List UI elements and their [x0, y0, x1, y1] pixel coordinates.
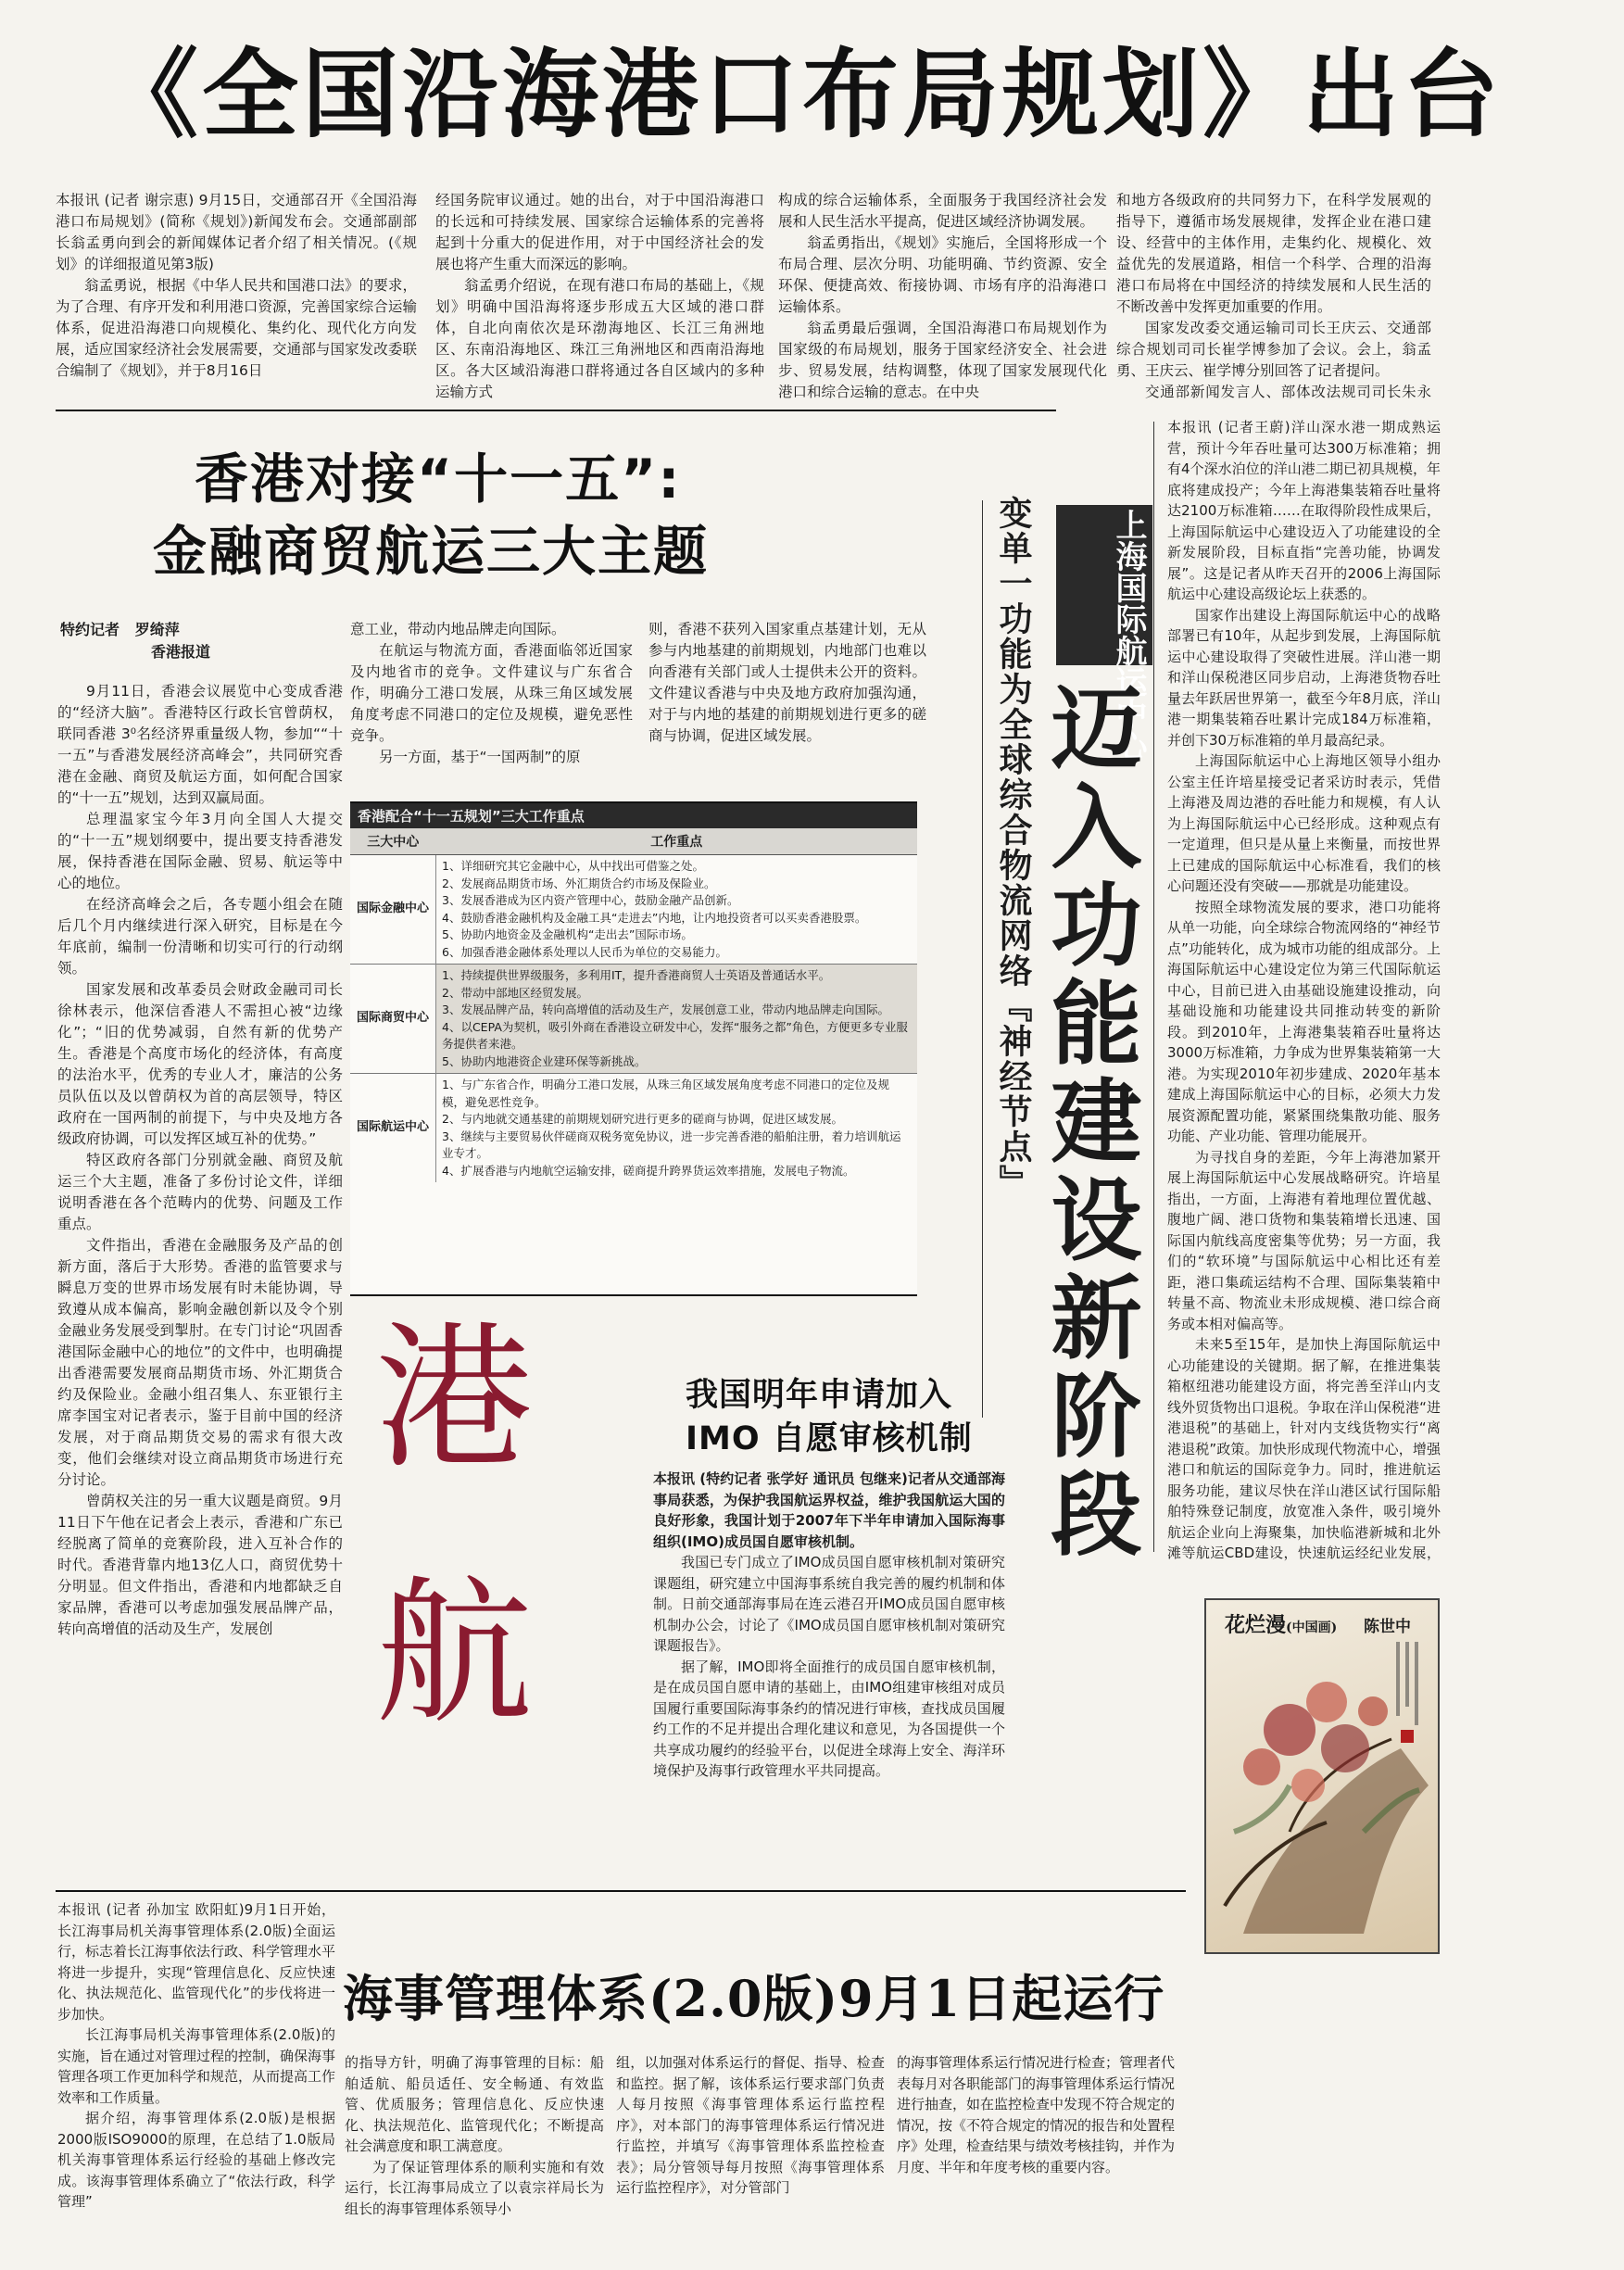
mar-col2-p1: 的指导方针，明确了海事管理的目标：船舶适航、船员适任、安全畅通、有效监管、优质服务；管理信息化、反应快速化、执法规范化、监管现代化；不断提高社会满意度和职工满意度。	[345, 2054, 604, 2154]
hk-col2-p2: 在航运与物流方面，香港面临邻近国家及内地省市的竞争。文件建议与广东省合作，明确分工港口发展，从珠三角区域发展角度考虑不同港口的定位及规模，避免恶性竞争。	[350, 642, 633, 744]
mar-headline: 海事管理体系(2.0版)9月1日起运行	[343, 1969, 1165, 2028]
table-item: 5、协助内地港资企业建环保等新挑战。	[442, 1053, 647, 1068]
hk-table-row-trade	[350, 965, 917, 1074]
hk-col3-p1: 则，香港不获列入国家重点基建计划，无从参与内地基建的前期规划，内地部门也难以向香港有关部门或人士提供未公开的资料。文件建议香港与中央及地方政府加强沟通，对于与内地的基建的前期规划进行更多的磋商与协调，促进区域发展。	[648, 621, 926, 744]
hk-col1-p1: 9月11日，香港会议展览中心变成香港的“经济大脑”。香港特区行政长官曾荫权，联同香港 3⁰名经济界重量级人物，参加““十一五”与香港发展经济高峰会”，共同研究香港在金融、商贸及航运方面，如何配合国家的“十一五”规划，达到双赢局面。	[57, 683, 343, 806]
table-item: 4、鼓励香港金融机构及金融工具“走进去”内地，让内地投资者可以买卖香港股票。	[442, 910, 867, 925]
table-item: 3、继续与主要贸易伙伴磋商双税务宽免协议，进一步完善香港的船舶注册，着力培训航运业专才。	[442, 1129, 901, 1160]
hk-table-row-shipping	[350, 1074, 917, 1183]
hk-byline-role: 特约记者	[60, 621, 120, 638]
hk-col-3	[648, 619, 926, 786]
top-col2-p2: 翁孟勇介绍说，在现有港口布局的基础上，《规划》明确中国沿海将逐步形成五大区域的港口群体，自北向南依次是环渤海地区、长江三角洲地区、东南沿海地区、珠江三角洲地区和西南沿海地区。各大区域沿海港口群将通过各自区域内的多种运输方式	[435, 277, 764, 400]
hk-byline-name: 罗绮萍	[134, 621, 180, 638]
table-item: 1、持续提供世界级服务，多利用IT，提升香港商贸人士英语及普通话水平。	[442, 968, 831, 982]
top-col-3	[778, 190, 1107, 403]
big-char-gang: 港	[375, 1307, 534, 1491]
mar-left-p2: 长江海事局机关海事管理体系(2.0版)的实施，旨在通过对管理过程的控制，确保海事管理各项工作更加科学和规范，从而提高工作效率和工作质量。	[57, 2026, 335, 2106]
top-col3-p1: 构成的综合运输体系，全面服务于我国经济社会发展和人民生活水平提高，促进区域经济协调发展。	[778, 192, 1107, 230]
mar-col-4	[897, 2052, 1175, 2251]
hk-col-1	[57, 681, 343, 1733]
table-item: 1、与广东省合作，明确分工港口发展，从珠三角区域发展角度考虑不同港口的定位及规模，避免恶性竞争。	[442, 1078, 889, 1109]
painting-image	[1204, 1598, 1440, 1954]
mar-col2-p2: 为了保证管理体系的顺利实施和有效运行，长江海事局成立了以袁宗祥局长为组长的海事管理体系领导小	[345, 2158, 604, 2217]
imo-p1: 本报讯 (特约记者 张学好 通讯员 包继来)记者从交通部海事局获悉，为保护我国航运界权益，维护我国航运大国的良好形象，我国计划于2007年下半年申请加入国际海事组织(IMO)成员国自愿审核机制。	[653, 1470, 1005, 1550]
imo-headline-2: IMO 自愿审核机制	[686, 1420, 973, 1457]
sh-p4: 按照全球物流发展的要求，港口功能将从单一功能，向全球综合物流网络的“神经节点”功能转化，成为城市功能的组成部分。上海国际航运中心建设定位为第三代国际航运中心，目前已进入由基础设施建设推动，向基础设施和功能建设共同推动转变的新阶段。到2010年，上海港集装箱吞吐量将达3000万标准箱，力争成为世界集装箱第一大港。为实现2010年初步建成、2020年基本建成上海国际航运中心的目标，必须大力发展资源配置功能，紧紧围绕集散功能、服务功能、产业功能、管理功能展开。	[1167, 898, 1441, 1144]
hk-col2-p3: 另一方面，基于“一国两制”的原	[379, 749, 581, 765]
table-item: 4、扩展香港与内地航空运输安排，磋商提升跨界货运效率措施，发展电子物流。	[442, 1163, 855, 1178]
mar-left-p3: 据介绍，海事管理体系(2.0版)是根据2000版ISO9000的原理，在总结了1.0版局机关海事管理体系运行经验的基础上修改完成。该海事管理体系确立了“依法行政，科学管理”	[57, 2110, 335, 2210]
top-col-1	[56, 190, 417, 403]
hk-table-row-finance	[350, 855, 917, 965]
hk-col2-p1: 意工业，带动内地品牌走向国际。	[350, 621, 566, 637]
imo-p2: 我国已专门成立了IMO成员国自愿审核机制对策研究课题组，研究建立中国海事系统自我完善的履约机制和体制。日前交通部海事局在连云港召开IMO成员国自愿审核机制办公会，讨论了《IMO成员国自愿审核机制对策研究课题报告》。	[653, 1554, 1005, 1654]
hk-table-cat-finance: 国际金融中心	[350, 855, 436, 965]
sh-rule-1	[982, 500, 983, 1418]
hk-col1-p5: 特区政府各部门分别就金融、商贸及航运三个大主题，准备了多份讨论文件，详细说明香港在各个范畴内的优势、问题及工作重点。	[57, 1152, 343, 1232]
hk-table-caption: 香港配合“十一五规划”三大工作重点	[350, 803, 917, 828]
sh-dek: 变单一功能为全球综合物流网络『神经节点』	[994, 496, 1032, 1200]
top-headline: 《全国沿海港口布局规划》出台	[102, 38, 1504, 151]
hk-col1-p2: 总理温家宝今年3月向全国人大提交的“十一五”规划纲要中，提出要支持香港发展，保持香港在国际金融、贸易、航运等中心的地位。	[57, 811, 343, 891]
hk-table	[350, 801, 917, 1296]
table-item: 5、协助内地资金及金融机构“走出去”国际市场。	[442, 927, 693, 941]
painting-title-text: 花烂漫	[1225, 1613, 1287, 1637]
painting-subtitle: (中国画)	[1286, 1621, 1338, 1635]
big-char-hang: 航	[375, 1562, 534, 1746]
hk-headline-2: 金融商贸航运三大主题	[153, 520, 710, 583]
table-item: 2、带动中部地区经贸发展。	[442, 985, 588, 1000]
top-col4-p1: 和地方各级政府的共同努力下，在科学发展观的指导下，遵循市场发展规律，发挥企业在港口建设、经营中的主体作用，走集约化、规模化、效益优先的发展道路，相信一个科学、合理的沿海港口布局将在中国经济的持续发展和人民生活的不断改善中发挥更加重要的作用。	[1116, 192, 1431, 315]
hk-byline	[60, 619, 210, 663]
mar-left-col	[57, 1899, 335, 2251]
bottom-divider	[56, 1890, 1186, 1892]
top-col3-p2: 翁孟勇指出，《规划》实施后，全国将形成一个布局合理、层次分明、功能明确、节约资源、安全环保、便捷高效、衔接协调、市场有序的沿海港口运输体系。	[778, 234, 1107, 315]
top-col4-p2: 国家发改委交通运输司司长王庆云、交通部综合规划司司长崔学博参加了会议。会上，翁孟勇、王庆云、崔学博分别回答了记者提问。	[1116, 320, 1431, 379]
hk-headline-1: 香港对接“十一五”:	[195, 448, 682, 511]
mar-col-3	[616, 2052, 885, 2251]
sh-rule-2	[1153, 422, 1154, 1552]
hk-table-items-finance	[436, 855, 918, 965]
hk-table-header-focus: 工作重点	[436, 828, 918, 855]
sh-headline: 迈入功能建设新阶段	[1036, 681, 1141, 1565]
hk-table-cat-trade: 国际商贸中心	[350, 965, 436, 1074]
top-col1-p2: 翁孟勇说，根据《中华人民共和国港口法》的要求，为了合理、有序开发和利用港口资源，完善国家综合运输体系，促进沿海港口向规模化、集约化、现代化方向发展，适应国家经济社会发展需要，交通部与国家发改委联合编制了《规划》，并于8月16日	[56, 277, 417, 379]
top-col1-p1: 本报讯 (记者 谢宗恵) 9月15日，交通部召开《全国沿海港口布局规划》(简称《规划》)新闻发布会。交通部副部长翁孟勇向到会的新闻媒体记者介绍了相关情况。(《规划》的详细报道见第3版)	[56, 192, 417, 272]
hk-col1-p6: 文件指出，香港在金融服务及产品的创新方面，落后于大形势。香港的监管要求与瞬息万变的世界市场发展有时未能协调，导致遵从成本偏高，影响金融创新以及令个别金融业务发展受到掣肘。在专门讨论“巩固香港国际金融中心的地位”的文件中，也明确提出香港需要发展商品期货市场、外汇期货合约及保险业。金融小组召集人、东亚银行主席李国宝对记者表示，鉴于目前中国的经济发展，对于商品期货交易的需求有很大改变，他们会继续对设立商品期货市场进行充分讨论。	[57, 1237, 343, 1488]
table-item: 2、发展商品期货市场、外汇期货合约市场及保险业。	[442, 876, 716, 890]
table-item: 1、详细研究其它金融中心，从中找出可借鉴之处。	[442, 859, 704, 873]
hk-table-header-row	[350, 828, 917, 855]
sh-p3: 上海国际航运中心上海地区领导小组办公室主任许培星接受记者采访时表示，凭借上海港及周边港的吞吐能力和规模，有人认为上海国际航运中心已经形成。这种观点有一定道理，但只是从量上来衡量，而按世界上已建成的国际航运中心标准看，我们的核心问题还没有突破——那就是功能建设。	[1167, 752, 1441, 894]
mar-col3-p1: 组，以加强对体系运行的督促、指导、检查和监控。据了解，该体系运行要求部门负责人每月按照《海事管理体系运行监控程序》，对本部门的海事管理体系运行情况进行监控，并填写《海事管理体系监控检查表》；局分管领导每月按照《海事管理体系运行监控程序》，对分管部门	[616, 2054, 885, 2196]
sh-p1: 本报讯 (记者王蔚)洋山深水港一期成熟运营，预计今年吞吐量可达300万标准箱；拥有4个深水泊位的洋山港二期已初具规模，年底将建成投产；今年上海港集装箱吞吐量将达2100万标准箱……在取得阶段性成果后，上海国际航运中心建设迈入了功能建设的全新发展阶段，目标直指“完善功能，协调发展”。这是记者从昨天召开的2006上海国际航运中心建设高级论坛上获悉的。	[1167, 419, 1441, 602]
hk-table-header-center: 三大中心	[350, 828, 436, 855]
sh-p6: 未来5至15年，是加快上海国际航运中心功能建设的关键期。据了解，在推进集装箱枢纽港功能建设方面，将完善至洋山内支线外贸货物出口退税。争取在洋山保税港“进港退税”的基础上，针对内支线货物实行“离港退税”政策。加快形成现代物流中心，增强港口和航运的国际竞争力。同时，推进航运服务功能，建议尽快在洋山港区试行国际船舶特殊登记制度，放宽准入条件，吸引境外航运企业向上海聚集，加快临港新城和北外滩等航运CBD建设，快速航运经纪业发展，	[1167, 1336, 1441, 1561]
hk-byline-place: 香港报道	[151, 643, 211, 661]
top-col2-p1: 经国务院审议通过。她的出台，对于中国沿海港口的长远和可持续发展、国家综合运输体系的完善将起到十分重大的促进作用，对于中国经济社会的发展也将产生重大而深远的影响。	[435, 192, 764, 272]
mar-col-2	[345, 2052, 604, 2251]
hk-table-items-trade	[436, 965, 918, 1074]
top-col-2	[435, 190, 764, 403]
top-divider	[56, 410, 1056, 411]
imo-headline-1: 我国明年申请加入	[686, 1377, 953, 1414]
top-col-4	[1116, 190, 1431, 403]
mar-col4-p1: 的海事管理体系运行情况进行检查；管理者代表每月对各职能部门的海事管理体系运行情况进行抽查，如在监控检查中发现不符合规定的情况，按《不符合规定的情况的报告和处置程序》处理，检查结果与绩效考核挂钩，并作为月度、半年和年度考核的重要内容。	[897, 2054, 1175, 2175]
imo-p3: 据了解，IMO即将全面推行的成员国自愿审核机制，是在成员国自愿申请的基础上，由IMO组建审核组对成员国履行重要国际海事条约的情况进行审核，查找成员国履约工作的不足并提出合理化建议和意见，为各国提供一个共享成功履约的经验平台，以促进全球海上安全、海洋环境保护及海事行政管理水平共同提高。	[653, 1658, 1005, 1779]
mar-left-p1: 本报讯 (记者 孙加宝 欧阳虹)9月1日开始，长江海事局机关海事管理体系(2.0版)全面运行，标志着长江海事依法行政、科学管理水平将进一步提升，实现“管理信息化、反应快速化、执法规范化、监管现代化”的步伐将进一步加快。	[57, 1901, 335, 2023]
table-item: 3、发展香港成为区内资产管理中心，鼓励金融产品创新。	[442, 893, 739, 907]
table-item: 3、发展品牌产品，转向高增值的活动及生产，发展创意工业，带动内地品牌走向国际。	[442, 1003, 889, 1016]
hk-col-2	[350, 619, 633, 786]
table-item: 6、加强香港金融体系处理以人民币为单位的交易能力。	[442, 944, 727, 959]
painting-art	[1206, 1600, 1438, 1952]
hk-col1-p3: 在经济高峰会之后，各专题小组会在随后几个月内继续进行深入研究，目标是在今年底前，编制一份清晰和切实可行的行动纲领。	[57, 896, 343, 977]
hk-col1-p7: 曾荫权关注的另一重大议题是商贸。9月11日下午他在记者会上表示，香港和广东已经脱离了简单的竞赛阶段，进入互补合作的时代。香港背靠内地13亿人口，商贸优势十分明显。但文件指出，香港和内地都缺乏自家品牌，香港可以考虑加强发展品牌产品，转向高增值的活动及生产，发展创	[57, 1493, 343, 1637]
hk-table-items-shipping	[436, 1074, 918, 1183]
hk-table-cat-shipping: 国际航运中心	[350, 1074, 436, 1183]
top-col4-p3: 交通部新闻发言人、部体改法规司司长朱永	[1145, 384, 1431, 400]
sh-p5: 为寻找自身的差距，今年上海港加紧开展上海国际航运中心发展战略研究。许培星指出，一方面，上海港有着地理位置优越、腹地广阔、港口货物和集装箱增长迅速、国际国内航线高度密集等优势；另一方面，我们的“软环境”与国际航运中心相比还有差距，港口集疏运结构不合理、国际集装箱中转量不高、物流业未形成规模、港口综合商务或本相对偏高等。	[1167, 1148, 1441, 1332]
top-col3-p3: 翁孟勇最后强调，全国沿海港口布局规划作为国家级的布局规划，服务于国家经济安全、社会进步、贸易发展，结构调整，体现了国家发展现代化港口和综合运输的意志。在中央	[778, 320, 1107, 400]
hk-table-grid	[350, 828, 917, 1182]
painting-author: 陈世中	[1364, 1618, 1411, 1636]
hk-col1-p4: 国家发展和改革委员会财政金融司司长徐林表示，他深信香港人不需担心被“边缘化”；“旧的优势减弱，自然有新的优势产生。香港是个高度市场化的经济体，有高度的法治水平，优秀的专业人才，廉洁的公务员队伍以及以曾荫权为首的高层领导，特区政府在一国两制的前提下，与中央及地方各级政府协调，可以发挥区域互补的优势。”	[57, 981, 343, 1147]
sh-p2: 国家作出建设上海国际航运中心的战略部署已有10年，从起步到发展，上海国际航运中心建设取得了突破性进展。洋山港一期和洋山保税港区同步启动，上海港货物吞吐量去年跃居世界第一，截至今年8月底，洋山港一期集装箱吞吐累计完成184万标准箱，并创下30万标准箱的单月最高纪录。	[1167, 606, 1441, 749]
table-item: 4、以CEPA为契机，吸引外商在香港设立研发中心，发挥“服务之都”角色，方便更多专业服务提供者来港。	[442, 1019, 908, 1051]
imo-body	[653, 1469, 1005, 1881]
sh-body	[1167, 417, 1441, 1561]
sh-box-label: 上海国际航运中心	[1056, 505, 1152, 665]
table-item: 2、与内地就交通基建的前期规划研究进行更多的磋商与协调，促进区域发展。	[442, 1112, 843, 1126]
